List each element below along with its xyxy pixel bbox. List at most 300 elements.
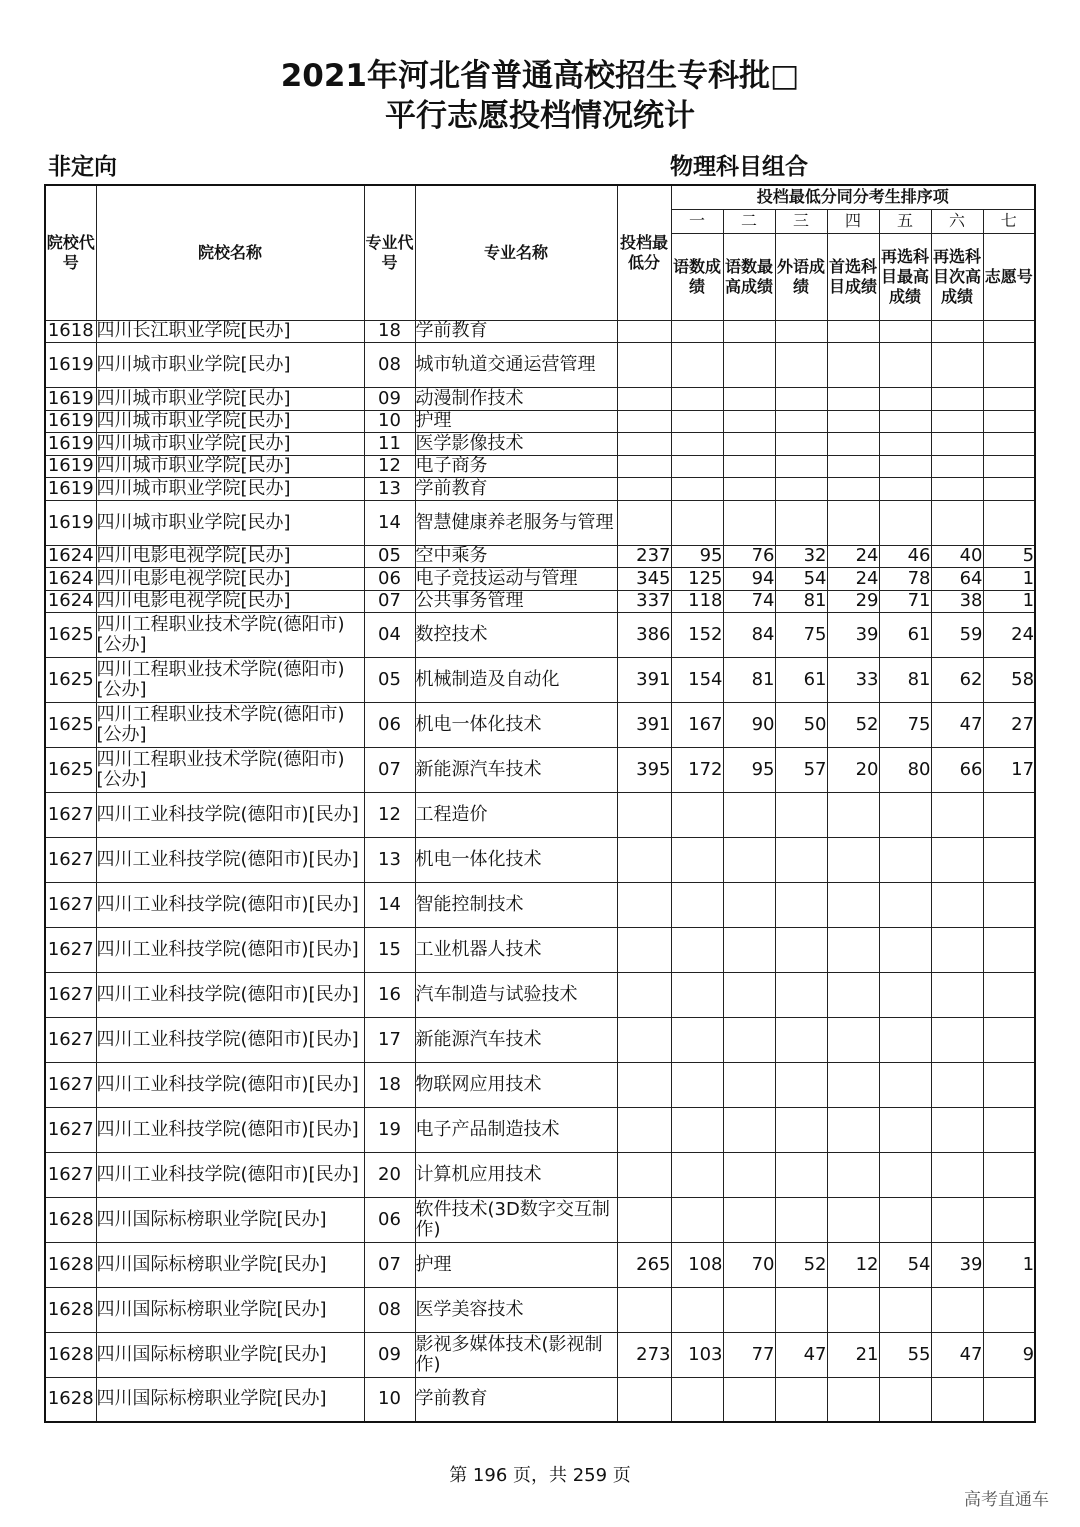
second-subject-max-cell: 61 (879, 612, 931, 657)
first-subject-cell: 52 (827, 702, 879, 747)
first-subject-cell (827, 1107, 879, 1152)
preference-number-cell (983, 455, 1035, 477)
major-code-cell: 14 (364, 500, 415, 545)
school-name-cell: 四川城市职业学院[民办] (96, 342, 364, 387)
chinese-math-cell: 152 (671, 612, 723, 657)
header-rank-2: 二 (723, 209, 775, 233)
major-name-cell: 机械制造及自动化 (415, 657, 617, 702)
table-row (45, 612, 1035, 657)
major-code-cell: 11 (364, 432, 415, 455)
second-subject-next-cell (931, 1197, 983, 1242)
school-code-cell: 1627 (45, 792, 96, 837)
min-score-cell: 386 (617, 612, 671, 657)
watermark: 高考直通车 (964, 1490, 1049, 1510)
major-name-cell: 影视多媒体技术(影视制作) (415, 1332, 617, 1377)
min-score-cell (617, 882, 671, 927)
chinese-math-max-cell: 94 (723, 567, 775, 590)
chinese-math-max-cell (723, 1287, 775, 1332)
min-score-cell (617, 1377, 671, 1422)
foreign-language-cell (775, 432, 827, 455)
foreign-language-cell (775, 927, 827, 972)
chinese-math-max-cell (723, 927, 775, 972)
chinese-math-max-cell (723, 972, 775, 1017)
table-row (45, 837, 1035, 882)
table-row (45, 1287, 1035, 1332)
foreign-language-cell: 32 (775, 545, 827, 567)
first-subject-cell (827, 455, 879, 477)
chinese-math-max-cell (723, 1107, 775, 1152)
preference-number-cell: 58 (983, 657, 1035, 702)
header-major-name: 专业名称 (415, 185, 617, 320)
major-name-cell: 机电一体化技术 (415, 837, 617, 882)
major-name-cell: 学前教育 (415, 320, 617, 342)
major-code-cell: 09 (364, 1332, 415, 1377)
min-score-cell: 391 (617, 657, 671, 702)
school-name-cell: 四川国际标榜职业学院[民办] (96, 1242, 364, 1287)
preference-number-cell (983, 387, 1035, 410)
second-subject-next-cell: 59 (931, 612, 983, 657)
first-subject-cell: 24 (827, 567, 879, 590)
chinese-math-cell: 118 (671, 590, 723, 612)
major-name-cell: 医学美容技术 (415, 1287, 617, 1332)
preference-number-cell (983, 1062, 1035, 1107)
min-score-cell: 273 (617, 1332, 671, 1377)
preference-number-cell: 1 (983, 1242, 1035, 1287)
min-score-cell (617, 455, 671, 477)
major-code-cell: 07 (364, 590, 415, 612)
major-name-cell: 智能控制技术 (415, 882, 617, 927)
chinese-math-max-cell (723, 342, 775, 387)
school-code-cell: 1625 (45, 702, 96, 747)
school-name-cell: 四川长江职业学院[民办] (96, 320, 364, 342)
school-name-cell: 四川城市职业学院[民办] (96, 387, 364, 410)
chinese-math-cell (671, 1107, 723, 1152)
chinese-math-max-cell (723, 1017, 775, 1062)
second-subject-next-cell (931, 927, 983, 972)
school-name-cell: 四川工业科技学院(德阳市)[民办] (96, 837, 364, 882)
second-subject-max-cell: 75 (879, 702, 931, 747)
school-name-cell: 四川工业科技学院(德阳市)[民办] (96, 792, 364, 837)
table-row (45, 1152, 1035, 1197)
min-score-cell: 391 (617, 702, 671, 747)
table-row (45, 972, 1035, 1017)
foreign-language-cell: 52 (775, 1242, 827, 1287)
major-name-cell: 空中乘务 (415, 545, 617, 567)
second-subject-next-cell: 62 (931, 657, 983, 702)
chinese-math-max-cell: 84 (723, 612, 775, 657)
chinese-math-cell: 154 (671, 657, 723, 702)
school-name-cell: 四川工业科技学院(德阳市)[民办] (96, 927, 364, 972)
school-code-cell: 1619 (45, 387, 96, 410)
second-subject-max-cell (879, 882, 931, 927)
first-subject-cell: 39 (827, 612, 879, 657)
foreign-language-cell (775, 1152, 827, 1197)
preference-number-cell (983, 320, 1035, 342)
school-code-cell: 1627 (45, 882, 96, 927)
second-subject-max-cell (879, 1017, 931, 1062)
school-name-cell: 四川电影电视学院[民办] (96, 545, 364, 567)
chinese-math-cell (671, 410, 723, 432)
second-subject-max-cell (879, 1152, 931, 1197)
major-code-cell: 12 (364, 455, 415, 477)
first-subject-cell (827, 927, 879, 972)
foreign-language-cell: 50 (775, 702, 827, 747)
chinese-math-max-cell (723, 410, 775, 432)
foreign-language-cell (775, 455, 827, 477)
school-code-cell: 1618 (45, 320, 96, 342)
school-code-cell: 1625 (45, 657, 96, 702)
foreign-language-cell (775, 1107, 827, 1152)
preference-number-cell: 1 (983, 590, 1035, 612)
major-name-cell: 物联网应用技术 (415, 1062, 617, 1107)
chinese-math-cell (671, 387, 723, 410)
major-name-cell: 电子商务 (415, 455, 617, 477)
major-code-cell: 15 (364, 927, 415, 972)
table-row (45, 1242, 1035, 1287)
major-name-cell: 城市轨道交通运营管理 (415, 342, 617, 387)
school-code-cell: 1628 (45, 1332, 96, 1377)
chinese-math-max-cell: 76 (723, 545, 775, 567)
foreign-language-cell (775, 342, 827, 387)
foreign-language-cell (775, 477, 827, 500)
school-name-cell: 四川城市职业学院[民办] (96, 500, 364, 545)
second-subject-max-cell: 80 (879, 747, 931, 792)
major-code-cell: 13 (364, 477, 415, 500)
preference-number-cell (983, 792, 1035, 837)
major-code-cell: 10 (364, 1377, 415, 1422)
school-name-cell: 四川城市职业学院[民办] (96, 455, 364, 477)
chinese-math-max-cell: 90 (723, 702, 775, 747)
header-major-code: 专业代号 (364, 185, 415, 320)
header-item-4: 首选科目成绩 (827, 233, 879, 320)
second-subject-next-cell (931, 387, 983, 410)
school-code-cell: 1625 (45, 747, 96, 792)
min-score-cell: 345 (617, 567, 671, 590)
school-code-cell: 1619 (45, 500, 96, 545)
school-name-cell: 四川工业科技学院(德阳市)[民办] (96, 882, 364, 927)
foreign-language-cell (775, 1287, 827, 1332)
min-score-cell (617, 1107, 671, 1152)
foreign-language-cell (775, 882, 827, 927)
table-row (45, 432, 1035, 455)
second-subject-next-cell (931, 1062, 983, 1107)
second-subject-max-cell (879, 837, 931, 882)
first-subject-cell (827, 320, 879, 342)
first-subject-cell (827, 1197, 879, 1242)
chinese-math-max-cell (723, 882, 775, 927)
table-row (45, 927, 1035, 972)
chinese-math-cell: 125 (671, 567, 723, 590)
school-code-cell: 1625 (45, 612, 96, 657)
min-score-cell (617, 1197, 671, 1242)
foreign-language-cell (775, 410, 827, 432)
school-code-cell: 1628 (45, 1242, 96, 1287)
major-code-cell: 05 (364, 545, 415, 567)
major-code-cell: 07 (364, 747, 415, 792)
first-subject-cell (827, 972, 879, 1017)
major-name-cell: 医学影像技术 (415, 432, 617, 455)
first-subject-cell (827, 1152, 879, 1197)
major-name-cell: 机电一体化技术 (415, 702, 617, 747)
preference-number-cell (983, 927, 1035, 972)
school-code-cell: 1619 (45, 432, 96, 455)
school-name-cell: 四川工程职业技术学院(德阳市)[公办] (96, 702, 364, 747)
chinese-math-max-cell: 77 (723, 1332, 775, 1377)
foreign-language-cell (775, 1197, 827, 1242)
major-name-cell: 工程造价 (415, 792, 617, 837)
school-code-cell: 1627 (45, 972, 96, 1017)
second-subject-next-cell (931, 1377, 983, 1422)
second-subject-next-cell (931, 477, 983, 500)
second-subject-next-cell (931, 972, 983, 1017)
second-subject-next-cell (931, 500, 983, 545)
admission-table (44, 184, 1036, 1423)
header-rank-4: 四 (827, 209, 879, 233)
first-subject-cell (827, 432, 879, 455)
table-row (45, 342, 1035, 387)
second-subject-max-cell (879, 320, 931, 342)
foreign-language-cell (775, 792, 827, 837)
preference-number-cell: 17 (983, 747, 1035, 792)
second-subject-max-cell: 71 (879, 590, 931, 612)
chinese-math-max-cell: 95 (723, 747, 775, 792)
first-subject-cell: 12 (827, 1242, 879, 1287)
table-row (45, 590, 1035, 612)
school-code-cell: 1619 (45, 342, 96, 387)
chinese-math-cell (671, 837, 723, 882)
category-label: 非定向 (48, 154, 117, 180)
school-name-cell: 四川工业科技学院(德阳市)[民办] (96, 1107, 364, 1152)
header-item-1: 语数成绩 (671, 233, 723, 320)
foreign-language-cell: 54 (775, 567, 827, 590)
min-score-cell (617, 410, 671, 432)
first-subject-cell (827, 882, 879, 927)
second-subject-max-cell: 81 (879, 657, 931, 702)
second-subject-max-cell (879, 972, 931, 1017)
major-code-cell: 17 (364, 1017, 415, 1062)
foreign-language-cell: 61 (775, 657, 827, 702)
school-name-cell: 四川工业科技学院(德阳市)[民办] (96, 1062, 364, 1107)
chinese-math-cell: 95 (671, 545, 723, 567)
chinese-math-cell (671, 455, 723, 477)
chinese-math-cell (671, 1287, 723, 1332)
table-row (45, 1107, 1035, 1152)
major-code-cell: 09 (364, 387, 415, 410)
chinese-math-cell (671, 927, 723, 972)
foreign-language-cell: 47 (775, 1332, 827, 1377)
min-score-cell (617, 1062, 671, 1107)
major-name-cell: 学前教育 (415, 1377, 617, 1422)
second-subject-max-cell (879, 1377, 931, 1422)
min-score-cell (617, 477, 671, 500)
second-subject-next-cell: 66 (931, 747, 983, 792)
major-code-cell: 14 (364, 882, 415, 927)
chinese-math-max-cell (723, 477, 775, 500)
preference-number-cell (983, 500, 1035, 545)
subject-group-label: 物理科目组合 (670, 154, 808, 180)
preference-number-cell (983, 432, 1035, 455)
second-subject-next-cell (931, 792, 983, 837)
second-subject-max-cell (879, 1107, 931, 1152)
table-row (45, 1377, 1035, 1422)
school-code-cell: 1619 (45, 477, 96, 500)
min-score-cell: 337 (617, 590, 671, 612)
school-name-cell: 四川城市职业学院[民办] (96, 477, 364, 500)
second-subject-next-cell (931, 882, 983, 927)
foreign-language-cell (775, 1377, 827, 1422)
table-row (45, 792, 1035, 837)
second-subject-max-cell (879, 927, 931, 972)
major-name-cell: 电子产品制造技术 (415, 1107, 617, 1152)
foreign-language-cell (775, 500, 827, 545)
school-name-cell: 四川国际标榜职业学院[民办] (96, 1332, 364, 1377)
first-subject-cell (827, 1377, 879, 1422)
chinese-math-max-cell (723, 1197, 775, 1242)
table-row (45, 545, 1035, 567)
major-name-cell: 护理 (415, 1242, 617, 1287)
foreign-language-cell (775, 320, 827, 342)
school-code-cell: 1627 (45, 1017, 96, 1062)
header-item-2: 语数最高成绩 (723, 233, 775, 320)
min-score-cell (617, 1017, 671, 1062)
table-row (45, 387, 1035, 410)
major-code-cell: 08 (364, 1287, 415, 1332)
header-item-7: 志愿号 (983, 233, 1035, 320)
second-subject-next-cell: 47 (931, 1332, 983, 1377)
foreign-language-cell (775, 1062, 827, 1107)
header-tiebreak-group: 投档最低分同分考生排序项 (671, 185, 1035, 209)
second-subject-max-cell (879, 477, 931, 500)
table-row (45, 1332, 1035, 1377)
table-row (45, 747, 1035, 792)
major-code-cell: 08 (364, 342, 415, 387)
school-code-cell: 1627 (45, 1152, 96, 1197)
header-rank-6: 六 (931, 209, 983, 233)
major-code-cell: 06 (364, 1197, 415, 1242)
preference-number-cell: 24 (983, 612, 1035, 657)
preference-number-cell (983, 837, 1035, 882)
school-code-cell: 1628 (45, 1377, 96, 1422)
table-row (45, 1062, 1035, 1107)
min-score-cell (617, 432, 671, 455)
second-subject-next-cell (931, 1152, 983, 1197)
school-name-cell: 四川工业科技学院(德阳市)[民办] (96, 1152, 364, 1197)
second-subject-next-cell (931, 455, 983, 477)
table-row (45, 477, 1035, 500)
preference-number-cell (983, 1107, 1035, 1152)
chinese-math-max-cell (723, 455, 775, 477)
second-subject-next-cell: 47 (931, 702, 983, 747)
school-name-cell: 四川电影电视学院[民办] (96, 590, 364, 612)
table-row (45, 882, 1035, 927)
chinese-math-cell: 108 (671, 1242, 723, 1287)
second-subject-max-cell (879, 410, 931, 432)
foreign-language-cell (775, 387, 827, 410)
chinese-math-max-cell (723, 837, 775, 882)
school-name-cell: 四川国际标榜职业学院[民办] (96, 1197, 364, 1242)
chinese-math-cell (671, 792, 723, 837)
major-code-cell: 16 (364, 972, 415, 1017)
min-score-cell (617, 837, 671, 882)
chinese-math-cell: 172 (671, 747, 723, 792)
second-subject-next-cell (931, 432, 983, 455)
first-subject-cell (827, 387, 879, 410)
chinese-math-max-cell: 70 (723, 1242, 775, 1287)
second-subject-max-cell: 54 (879, 1242, 931, 1287)
header-rank-5: 五 (879, 209, 931, 233)
major-name-cell: 汽车制造与试验技术 (415, 972, 617, 1017)
chinese-math-max-cell (723, 1062, 775, 1107)
preference-number-cell (983, 1017, 1035, 1062)
second-subject-max-cell (879, 387, 931, 410)
major-name-cell: 新能源汽车技术 (415, 747, 617, 792)
school-code-cell: 1628 (45, 1197, 96, 1242)
second-subject-max-cell (879, 792, 931, 837)
chinese-math-cell (671, 1197, 723, 1242)
chinese-math-max-cell (723, 320, 775, 342)
first-subject-cell: 29 (827, 590, 879, 612)
major-code-cell: 12 (364, 792, 415, 837)
preference-number-cell: 27 (983, 702, 1035, 747)
page-title: 2021年河北省普通高校招生专科批□ (280, 58, 800, 94)
foreign-language-cell (775, 1017, 827, 1062)
preference-number-cell: 5 (983, 545, 1035, 567)
second-subject-next-cell: 64 (931, 567, 983, 590)
major-name-cell: 护理 (415, 410, 617, 432)
table-row (45, 702, 1035, 747)
first-subject-cell (827, 477, 879, 500)
chinese-math-cell (671, 882, 723, 927)
first-subject-cell: 33 (827, 657, 879, 702)
school-name-cell: 四川国际标榜职业学院[民办] (96, 1287, 364, 1332)
chinese-math-max-cell (723, 1377, 775, 1422)
min-score-cell (617, 342, 671, 387)
min-score-cell (617, 1152, 671, 1197)
first-subject-cell (827, 837, 879, 882)
first-subject-cell: 20 (827, 747, 879, 792)
first-subject-cell (827, 410, 879, 432)
min-score-cell: 395 (617, 747, 671, 792)
second-subject-next-cell (931, 837, 983, 882)
chinese-math-cell (671, 477, 723, 500)
table-row (45, 320, 1035, 342)
preference-number-cell (983, 972, 1035, 1017)
chinese-math-cell (671, 320, 723, 342)
chinese-math-cell (671, 1377, 723, 1422)
header-school-name: 院校名称 (96, 185, 364, 320)
preference-number-cell (983, 1377, 1035, 1422)
header-item-3: 外语成绩 (775, 233, 827, 320)
second-subject-max-cell: 46 (879, 545, 931, 567)
second-subject-next-cell (931, 1017, 983, 1062)
chinese-math-max-cell (723, 792, 775, 837)
school-name-cell: 四川城市职业学院[民办] (96, 432, 364, 455)
chinese-math-cell (671, 500, 723, 545)
min-score-cell (617, 1287, 671, 1332)
header-item-5: 再选科目最高成绩 (879, 233, 931, 320)
chinese-math-cell: 167 (671, 702, 723, 747)
chinese-math-cell (671, 342, 723, 387)
chinese-math-cell (671, 1062, 723, 1107)
first-subject-cell (827, 1287, 879, 1332)
school-code-cell: 1627 (45, 1107, 96, 1152)
min-score-cell: 237 (617, 545, 671, 567)
school-code-cell: 1627 (45, 1062, 96, 1107)
chinese-math-max-cell (723, 1152, 775, 1197)
preference-number-cell: 9 (983, 1332, 1035, 1377)
school-code-cell: 1627 (45, 837, 96, 882)
table-row (45, 455, 1035, 477)
